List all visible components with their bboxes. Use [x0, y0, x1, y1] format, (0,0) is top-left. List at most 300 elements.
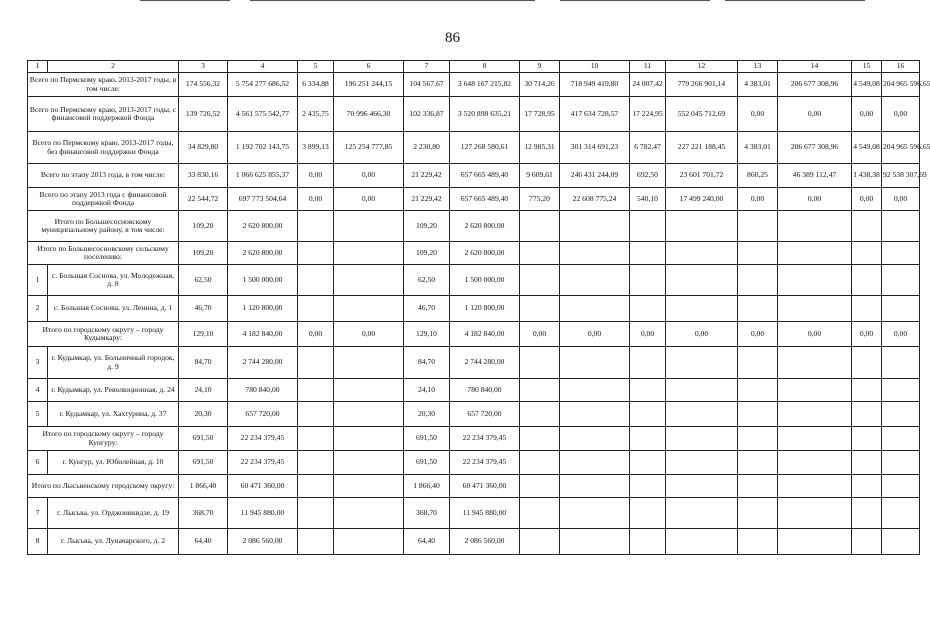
- value-cell: 6 334,88: [298, 73, 334, 97]
- value-cell: 718 949 419,80: [560, 73, 630, 97]
- value-cell: [778, 475, 852, 498]
- value-cell: [738, 242, 778, 265]
- value-cell: 0,00: [852, 97, 882, 132]
- total-row: [28, 211, 920, 242]
- value-cell: 1 500 000,00: [228, 265, 298, 296]
- value-cell: 84,70: [179, 347, 228, 379]
- value-cell: [666, 347, 738, 379]
- table-row: [28, 265, 920, 296]
- value-cell: [520, 296, 560, 322]
- top-rule: [250, 0, 535, 1]
- value-cell: 368,70: [404, 498, 450, 529]
- value-cell: 2 086 560,00: [228, 529, 298, 555]
- row-number: 2: [28, 296, 48, 322]
- value-cell: 204 965 596,65: [882, 132, 920, 164]
- value-cell: 0,00: [334, 164, 404, 188]
- value-cell: [882, 427, 920, 451]
- value-cell: 0,00: [298, 322, 334, 347]
- row-number: 6: [28, 451, 48, 475]
- value-cell: 0,00: [560, 322, 630, 347]
- total-label: Итого по городскому округу – городу Кудымкару:: [28, 322, 179, 347]
- value-cell: 17 224,95: [630, 97, 666, 132]
- column-number-cell: 5: [298, 61, 334, 73]
- row-number: 5: [28, 402, 48, 427]
- value-cell: [778, 402, 852, 427]
- value-cell: 139 726,52: [179, 97, 228, 132]
- value-cell: 22 234 379,45: [228, 451, 298, 475]
- value-cell: [630, 296, 666, 322]
- table-row: [28, 451, 920, 475]
- value-cell: 691,50: [179, 427, 228, 451]
- total-row: [28, 427, 920, 451]
- value-cell: 779 266 901,14: [666, 73, 738, 97]
- value-cell: [560, 379, 630, 402]
- top-rule: [725, 0, 865, 1]
- top-rule: [560, 0, 710, 1]
- value-cell: [882, 402, 920, 427]
- value-cell: [630, 242, 666, 265]
- value-cell: 657 720,00: [228, 402, 298, 427]
- column-number-cell: 2: [48, 61, 179, 73]
- value-cell: 1 866,40: [404, 475, 450, 498]
- value-cell: 4 182 840,00: [450, 322, 520, 347]
- value-cell: [560, 265, 630, 296]
- value-cell: 1 500 000,00: [450, 265, 520, 296]
- value-cell: [630, 451, 666, 475]
- value-cell: 2 435,75: [298, 97, 334, 132]
- value-cell: 775,20: [520, 188, 560, 211]
- value-cell: 9 609,61: [520, 164, 560, 188]
- value-cell: [334, 427, 404, 451]
- value-cell: 540,10: [630, 188, 666, 211]
- value-cell: [852, 242, 882, 265]
- value-cell: 22 234 379,45: [228, 427, 298, 451]
- value-cell: [630, 347, 666, 379]
- column-number-cell: 3: [179, 61, 228, 73]
- value-cell: [666, 402, 738, 427]
- value-cell: 1 120 800,00: [450, 296, 520, 322]
- value-cell: 174 556,32: [179, 73, 228, 97]
- value-cell: 125 254 777,85: [334, 132, 404, 164]
- value-cell: 0,00: [298, 164, 334, 188]
- value-cell: 691,50: [404, 451, 450, 475]
- value-cell: [298, 498, 334, 529]
- value-cell: [560, 529, 630, 555]
- value-cell: [778, 265, 852, 296]
- value-cell: [560, 475, 630, 498]
- value-cell: [560, 347, 630, 379]
- value-cell: [520, 347, 560, 379]
- value-cell: 4 383,01: [738, 132, 778, 164]
- value-cell: [520, 242, 560, 265]
- value-cell: [852, 347, 882, 379]
- value-cell: 0,00: [334, 188, 404, 211]
- value-cell: [852, 211, 882, 242]
- value-cell: 22 544,72: [179, 188, 228, 211]
- value-cell: 780 840,00: [228, 379, 298, 402]
- address-label: г. Кунгур, ул. Юбилейная, д. 10: [48, 451, 179, 475]
- total-row: [28, 164, 920, 188]
- value-cell: [630, 475, 666, 498]
- value-cell: 0,00: [852, 188, 882, 211]
- value-cell: [666, 529, 738, 555]
- address-label: г. Лысьва, ул. Орджоникидзе, д. 19: [48, 498, 179, 529]
- value-cell: [778, 347, 852, 379]
- column-number-cell: 8: [450, 61, 520, 73]
- column-number-cell: 6: [334, 61, 404, 73]
- value-cell: 46,70: [179, 296, 228, 322]
- value-cell: [666, 242, 738, 265]
- value-cell: 0,00: [882, 97, 920, 132]
- value-cell: [738, 451, 778, 475]
- value-cell: 3 899,13: [298, 132, 334, 164]
- total-label: Итого по Лысьвенскому городскому округу:: [28, 475, 179, 498]
- value-cell: [630, 265, 666, 296]
- total-label: Всего по этапу 2013 года, в том числе:: [28, 164, 179, 188]
- value-cell: [778, 211, 852, 242]
- value-cell: [778, 296, 852, 322]
- value-cell: 0,00: [882, 322, 920, 347]
- value-cell: [778, 427, 852, 451]
- total-row: [28, 242, 920, 265]
- total-label: Всего по Пермскому краю, 2013-2017 годы, без финансовой поддержки Фонда: [28, 132, 179, 164]
- value-cell: [852, 296, 882, 322]
- row-number: 4: [28, 379, 48, 402]
- value-cell: [666, 265, 738, 296]
- value-cell: 4 549,08: [852, 132, 882, 164]
- value-cell: [882, 498, 920, 529]
- column-number-cell: 10: [560, 61, 630, 73]
- value-cell: [298, 475, 334, 498]
- value-cell: 2 744 280,00: [228, 347, 298, 379]
- value-cell: [298, 347, 334, 379]
- value-cell: 64,40: [404, 529, 450, 555]
- value-cell: [738, 211, 778, 242]
- value-cell: 109,20: [179, 242, 228, 265]
- total-row: [28, 188, 920, 211]
- total-label: Всего по Пермскому краю, 2013-2017 годы, в том числе:: [28, 73, 179, 97]
- value-cell: [560, 427, 630, 451]
- row-number: 8: [28, 529, 48, 555]
- value-cell: [852, 265, 882, 296]
- value-cell: [298, 379, 334, 402]
- value-cell: [630, 427, 666, 451]
- table-row: [28, 402, 920, 427]
- value-cell: 129,10: [404, 322, 450, 347]
- value-cell: 780 840,00: [450, 379, 520, 402]
- value-cell: 0,00: [738, 97, 778, 132]
- value-cell: 860,25: [738, 164, 778, 188]
- total-row: [28, 475, 920, 498]
- value-cell: 2 620 800,00: [228, 211, 298, 242]
- value-cell: [882, 529, 920, 555]
- column-number-cell: 1: [28, 61, 48, 73]
- value-cell: [852, 402, 882, 427]
- value-cell: 64,40: [179, 529, 228, 555]
- address-label: г. Кудымкар, ул. Революционная, д. 24: [48, 379, 179, 402]
- value-cell: [778, 451, 852, 475]
- value-cell: [560, 296, 630, 322]
- value-cell: 2 230,80: [404, 132, 450, 164]
- page-number: 86: [445, 30, 460, 46]
- value-cell: 0,00: [882, 188, 920, 211]
- value-cell: 21 229,42: [404, 164, 450, 188]
- data-table: [27, 60, 930, 555]
- value-cell: [520, 475, 560, 498]
- total-label: Всего по этапу 2013 года с финансовой поддержкой Фонда: [28, 188, 179, 211]
- value-cell: [666, 379, 738, 402]
- top-rule: [140, 0, 230, 1]
- value-cell: 0,00: [738, 322, 778, 347]
- value-cell: [298, 402, 334, 427]
- value-cell: 552 045 712,69: [666, 97, 738, 132]
- value-cell: 12 985,31: [520, 132, 560, 164]
- value-cell: [738, 265, 778, 296]
- column-number-cell: 13: [738, 61, 778, 73]
- value-cell: [298, 451, 334, 475]
- value-cell: [738, 427, 778, 451]
- value-cell: [334, 529, 404, 555]
- column-number-cell: 14: [778, 61, 852, 73]
- value-cell: [882, 475, 920, 498]
- value-cell: 697 773 504,64: [228, 188, 298, 211]
- value-cell: 657 665 489,40: [450, 188, 520, 211]
- value-cell: 6 782,47: [630, 132, 666, 164]
- value-cell: [334, 347, 404, 379]
- value-cell: [334, 498, 404, 529]
- value-cell: [298, 211, 334, 242]
- value-cell: 0,00: [852, 322, 882, 347]
- value-cell: 2 620 800,00: [228, 242, 298, 265]
- value-cell: 84,70: [404, 347, 450, 379]
- value-cell: 196 251 244,15: [334, 73, 404, 97]
- value-cell: 24 007,42: [630, 73, 666, 97]
- value-cell: 417 634 728,57: [560, 97, 630, 132]
- address-label: с. Большая Соснова, ул. Молодежная, д. 8: [48, 265, 179, 296]
- value-cell: [560, 211, 630, 242]
- table-row: [28, 498, 920, 529]
- address-label: с. Большая Соснова, ул. Ленина, д. 1: [48, 296, 179, 322]
- value-cell: 70 996 466,30: [334, 97, 404, 132]
- value-cell: 246 431 244,09: [560, 164, 630, 188]
- value-cell: 0,00: [520, 322, 560, 347]
- value-cell: [334, 211, 404, 242]
- address-label: г. Кудымкар, ул. Больничный городок, д. 9: [48, 347, 179, 379]
- value-cell: 46,70: [404, 296, 450, 322]
- value-cell: [666, 451, 738, 475]
- column-number-row: [28, 61, 920, 73]
- value-cell: 60 471 360,00: [228, 475, 298, 498]
- value-cell: [666, 498, 738, 529]
- row-number: 7: [28, 498, 48, 529]
- value-cell: 1 066 625 855,37: [228, 164, 298, 188]
- value-cell: [882, 211, 920, 242]
- value-cell: [738, 379, 778, 402]
- value-cell: [298, 265, 334, 296]
- value-cell: [666, 427, 738, 451]
- value-cell: [630, 379, 666, 402]
- value-cell: 1 120 800,00: [228, 296, 298, 322]
- value-cell: 4 549,08: [852, 73, 882, 97]
- value-cell: [882, 296, 920, 322]
- value-cell: [852, 498, 882, 529]
- value-cell: 0,00: [666, 322, 738, 347]
- value-cell: [520, 498, 560, 529]
- column-number-cell: 12: [666, 61, 738, 73]
- value-cell: [560, 242, 630, 265]
- value-cell: [298, 242, 334, 265]
- value-cell: 22 608 775,24: [560, 188, 630, 211]
- total-row: [28, 322, 920, 347]
- value-cell: [334, 402, 404, 427]
- value-cell: 368,70: [179, 498, 228, 529]
- value-cell: 206 677 308,96: [778, 73, 852, 97]
- value-cell: 3 648 167 215,82: [450, 73, 520, 97]
- value-cell: [560, 498, 630, 529]
- total-label: Итого по городскому округу – городу Кунгуру:: [28, 427, 179, 451]
- value-cell: [852, 451, 882, 475]
- value-cell: [778, 529, 852, 555]
- address-label: г. Кудымкар, ул. Хахтурина, д. 37: [48, 402, 179, 427]
- value-cell: [520, 427, 560, 451]
- value-cell: [666, 211, 738, 242]
- value-cell: 206 677 308,96: [778, 132, 852, 164]
- value-cell: 34 829,80: [179, 132, 228, 164]
- value-cell: [882, 347, 920, 379]
- value-cell: 62,50: [179, 265, 228, 296]
- value-cell: [882, 379, 920, 402]
- table-body: [28, 61, 930, 555]
- value-cell: 20,30: [179, 402, 228, 427]
- value-cell: [560, 451, 630, 475]
- value-cell: 4 383,01: [738, 73, 778, 97]
- value-cell: [738, 402, 778, 427]
- value-cell: [520, 265, 560, 296]
- value-cell: 129,10: [179, 322, 228, 347]
- value-cell: 0,00: [778, 188, 852, 211]
- value-cell: 22 234 379,45: [450, 427, 520, 451]
- value-cell: [630, 498, 666, 529]
- value-cell: [630, 402, 666, 427]
- value-cell: 3 520 898 635,21: [450, 97, 520, 132]
- value-cell: 24,10: [179, 379, 228, 402]
- value-cell: 1 438,38: [852, 164, 882, 188]
- value-cell: [852, 379, 882, 402]
- value-cell: 0,00: [778, 97, 852, 132]
- value-cell: [738, 529, 778, 555]
- value-cell: 62,50: [404, 265, 450, 296]
- value-cell: 24,10: [404, 379, 450, 402]
- value-cell: [298, 296, 334, 322]
- total-label: Итого по Большесосновскому муниципальному району, в том числе:: [28, 211, 179, 242]
- value-cell: [520, 379, 560, 402]
- value-cell: 2 620 800,00: [450, 242, 520, 265]
- value-cell: [738, 475, 778, 498]
- column-number-cell: 9: [520, 61, 560, 73]
- column-number-cell: 15: [852, 61, 882, 73]
- value-cell: [852, 529, 882, 555]
- value-cell: [852, 475, 882, 498]
- value-cell: 109,20: [404, 211, 450, 242]
- value-cell: [298, 427, 334, 451]
- value-cell: [738, 347, 778, 379]
- value-cell: [560, 402, 630, 427]
- value-cell: 0,00: [334, 322, 404, 347]
- value-cell: 4 182 840,00: [228, 322, 298, 347]
- value-cell: [334, 265, 404, 296]
- column-number-cell: 16: [882, 61, 920, 73]
- value-cell: 46 389 112,47: [778, 164, 852, 188]
- value-cell: [520, 451, 560, 475]
- column-number-cell: 4: [228, 61, 298, 73]
- address-label: г. Лысьва, ул. Луначарского, д. 2: [48, 529, 179, 555]
- value-cell: 20,30: [404, 402, 450, 427]
- column-number-cell: 11: [630, 61, 666, 73]
- value-cell: [738, 498, 778, 529]
- value-cell: 30 714,26: [520, 73, 560, 97]
- row-number: 3: [28, 347, 48, 379]
- value-cell: 0,00: [738, 188, 778, 211]
- value-cell: 11 945 880,00: [450, 498, 520, 529]
- total-row: [28, 97, 920, 132]
- value-cell: 23 601 701,72: [666, 164, 738, 188]
- value-cell: [882, 451, 920, 475]
- value-cell: [852, 427, 882, 451]
- value-cell: [630, 529, 666, 555]
- value-cell: [882, 265, 920, 296]
- total-row: [28, 132, 920, 164]
- table-row: [28, 296, 920, 322]
- value-cell: 5 754 277 686,52: [228, 73, 298, 97]
- value-cell: 301 314 691,23: [560, 132, 630, 164]
- value-cell: 127 268 580,61: [450, 132, 520, 164]
- value-cell: 2 620 800,00: [450, 211, 520, 242]
- total-row: [28, 73, 920, 97]
- value-cell: 104 567,67: [404, 73, 450, 97]
- value-cell: [738, 296, 778, 322]
- value-cell: [778, 498, 852, 529]
- value-cell: 657 665 489,40: [450, 164, 520, 188]
- value-cell: 1 192 702 143,75: [228, 132, 298, 164]
- value-cell: [882, 242, 920, 265]
- row-number: 1: [28, 265, 48, 296]
- value-cell: 0,00: [298, 188, 334, 211]
- value-cell: [666, 296, 738, 322]
- value-cell: 2 086 560,00: [450, 529, 520, 555]
- value-cell: [778, 379, 852, 402]
- value-cell: 11 945 880,00: [228, 498, 298, 529]
- value-cell: 17 728,95: [520, 97, 560, 132]
- value-cell: 1 866,40: [179, 475, 228, 498]
- table-row: [28, 529, 920, 555]
- value-cell: 0,00: [778, 322, 852, 347]
- value-cell: [630, 211, 666, 242]
- value-cell: 60 471 360,00: [450, 475, 520, 498]
- value-cell: 691,50: [179, 451, 228, 475]
- value-cell: 109,20: [179, 211, 228, 242]
- value-cell: 227 221 188,45: [666, 132, 738, 164]
- value-cell: [334, 296, 404, 322]
- value-cell: 22 234 379,45: [450, 451, 520, 475]
- value-cell: 657 720,00: [450, 402, 520, 427]
- table-row: [28, 347, 920, 379]
- value-cell: 102 336,87: [404, 97, 450, 132]
- value-cell: [334, 451, 404, 475]
- value-cell: [666, 475, 738, 498]
- table-row: [28, 379, 920, 402]
- value-cell: [520, 529, 560, 555]
- value-cell: [778, 242, 852, 265]
